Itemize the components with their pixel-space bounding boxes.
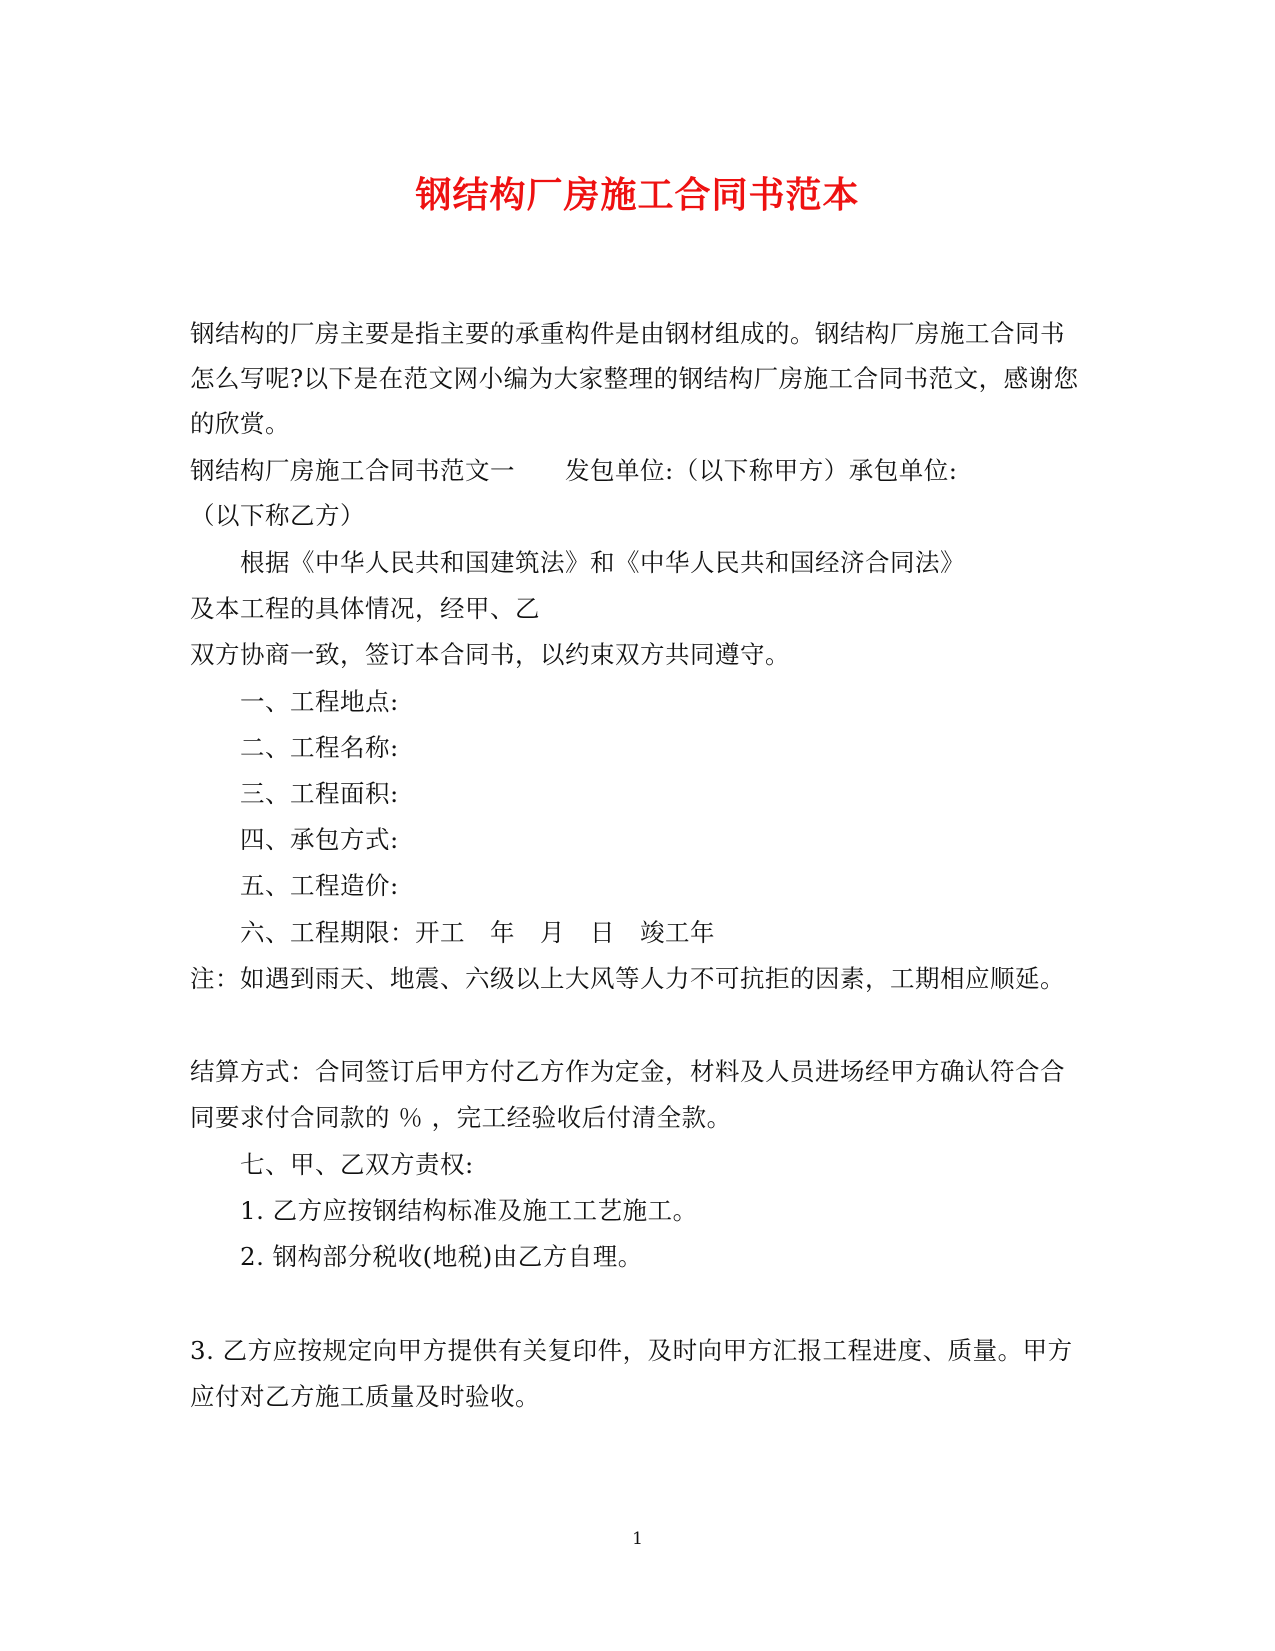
clause-item: 五、工程造价: [240,871,399,900]
clause-item: 三、工程面积: [240,779,399,808]
paragraph-line: 3. 乙方应按规定向甲方提供有关复印件，及时向甲方汇报工程进度、质量。甲方 [190,1336,1073,1365]
paragraph-line: （以下称乙方） [190,501,365,530]
paragraph-line: 根据《中华人民共和国建筑法》和《中华人民共和国经济合同法》 [240,548,965,577]
paragraph-line: 钢结构厂房施工合同书范文一 发包单位:（以下称甲方）承包单位: [190,456,958,485]
paragraph-line: 怎么写呢?以下是在范文网小编为大家整理的钢结构厂房施工合同书范文，感谢您 [190,364,1079,393]
clause-item: 六、工程期限：开工 年 月 日 竣工年 [240,918,715,947]
paragraph-line: 的欣赏。 [190,409,290,438]
paragraph-line: 钢结构的厂房主要是指主要的承重构件是由钢材组成的。钢结构厂房施工合同书 [190,319,1065,348]
clause-item: 四、承包方式: [240,825,399,854]
paragraph-line: 应付对乙方施工质量及时验收。 [190,1382,540,1411]
clause-item: 二、工程名称: [240,733,399,762]
page-number: 1 [632,1529,643,1549]
paragraph-line: 双方协商一致，签订本合同书，以约束双方共同遵守。 [190,640,790,669]
paragraph-line: 结算方式：合同签订后甲方付乙方作为定金，材料及人员进场经甲方确认符合合 [190,1057,1065,1086]
paragraph-line: 及本工程的具体情况，经甲、乙 [190,594,540,623]
clause-item: 一、工程地点: [240,687,399,716]
paragraph-line: 同要求付合同款的 ％ ，完工经验收后付清全款。 [190,1103,732,1132]
clause-item: 2. 钢构部分税收(地税)由乙方自理。 [240,1242,643,1271]
note-line: 注：如遇到雨天、地震、六级以上大风等人力不可抗拒的因素，工期相应顺延。 [190,964,1065,993]
clause-item: 七、甲、乙双方责权: [240,1150,474,1179]
document-title: 钢结构厂房施工合同书范本 [415,174,860,216]
clause-item: 1. 乙方应按钢结构标准及施工工艺施工。 [240,1196,698,1225]
